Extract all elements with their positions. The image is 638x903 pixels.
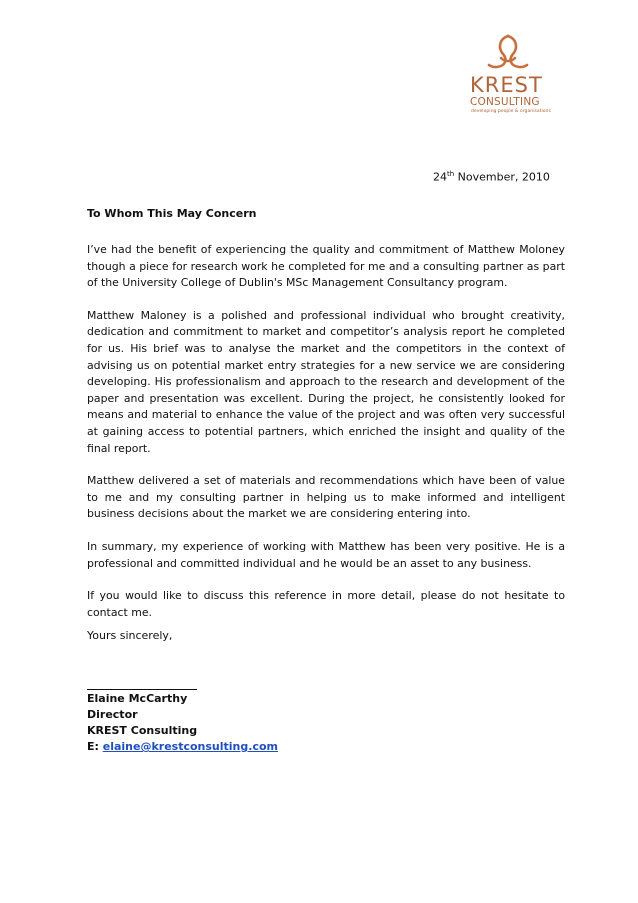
email-link[interactable]: elaine@krestconsulting.com: [102, 740, 278, 753]
signer-title: Director: [87, 708, 138, 721]
logo-name: KREST: [470, 73, 543, 97]
signer-email-row: [87, 739, 278, 755]
salutation: To Whom This May Concern: [87, 207, 257, 220]
email-prefix: E:: [87, 740, 103, 753]
paragraph: Matthew delivered a set of materials and recommendations which have been of value to me and my consulting partner in helping us to make informed and intelligent business decisions about the market we are considering entering into.: [87, 474, 565, 521]
krest-logo: [462, 32, 554, 115]
signer-company: KREST Consulting: [87, 724, 198, 737]
date-suffix: th: [447, 170, 455, 178]
date-day: 24: [433, 170, 447, 184]
letter-date: [433, 170, 550, 184]
signature-block: [87, 691, 278, 755]
letter-body: [87, 242, 565, 637]
date-rest: November, 2010: [454, 170, 550, 184]
logo-tagline: developing people & organisations: [471, 109, 551, 114]
signer-name: Elaine McCarthy: [87, 692, 188, 705]
paragraph: Matthew Maloney is a polished and professional individual who brought creativity, dedication and commitment to market and competitor’s analysis report he completed for us. His brief was to analyse the market and the competitors in the context of advising us on potential market entry strategies for a new service we are considering developing. His professionalism and approach to the research and development of the paper and presentation was excellent. During the project, he consistently looked for means and material to enhance the value of the project and was often very successful at gaining access to potential partners, which enriched the insight and quality of the final report.: [87, 308, 565, 455]
signature-line: [87, 689, 197, 690]
krest-knot-icon: [484, 32, 532, 72]
paragraph: I’ve had the benefit of experiencing the quality and commitment of Matthew Moloney though a piece for research work he completed for me and a consulting partner as part of the University College of Dublin's MSc Management Consultancy program.: [87, 243, 565, 290]
paragraph: If you would like to discuss this reference in more detail, please do not hesitate to contact me.: [87, 589, 565, 619]
paragraph: In summary, my experience of working with Matthew has been very positive. He is a professional and committed individual and he would be an asset to any business.: [87, 539, 565, 570]
closing: Yours sincerely,: [87, 629, 173, 642]
logo-subtitle: CONSULTING: [470, 96, 540, 108]
